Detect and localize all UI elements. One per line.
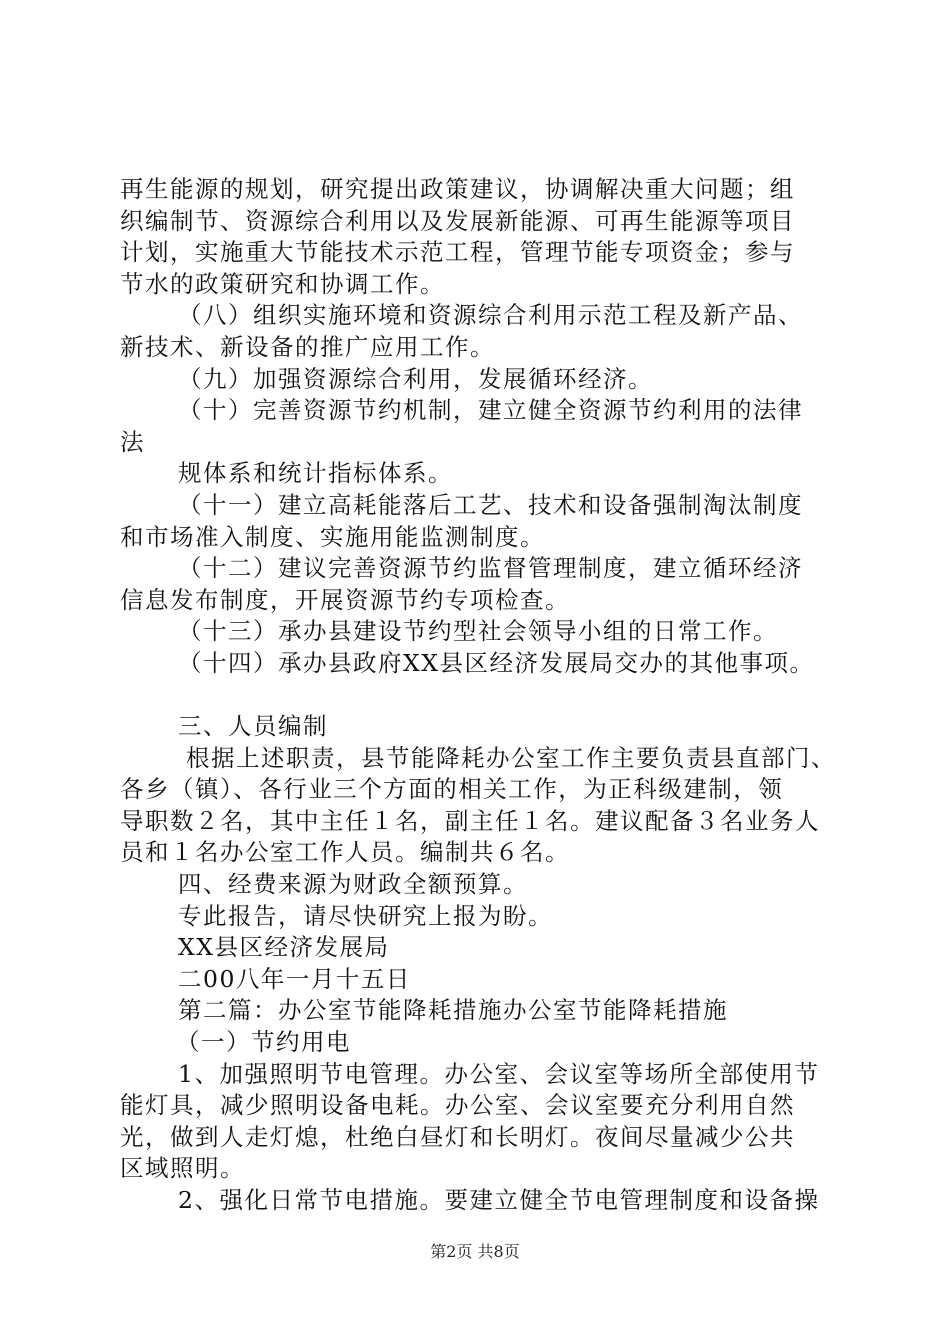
paragraph-line: 能灯具，减少照明设备电耗。办公室、会议室要充分利用自然 [120,1091,795,1120]
section-heading: 三、人员编制 [178,712,328,741]
paragraph-line: 规体系和统计指标体系。 [178,459,453,488]
section-heading: （一）节约用电 [176,1028,351,1057]
document-body [120,174,836,1217]
paragraph-line: 导职数２名，其中主任１名，副主任１名。建议配备３名业务人 [120,806,820,835]
paragraph-line: （十四）承办县政府XX县区经济发展局交办的其他事项。 [178,648,815,677]
signature-date: 二00八年一月十五日 [178,964,411,993]
paragraph-line: 法 [120,427,145,456]
page-number-footer: 第2页 共8页 [430,1242,520,1261]
paragraph-line: 再生能源的规划，研究提出政策建议，协调解决重大问题；组 [120,175,795,203]
blank-line [120,680,836,712]
paragraph-line: （十一）建立高耗能落后工艺、技术和设备强制淘汰制度 [178,490,803,519]
chapter-heading: 第二篇：办公室节能降耗措施办公室节能降耗措施 [178,996,728,1025]
paragraph-line: 1、加强照明节电管理。办公室、会议室等场所全部使用节 [178,1059,820,1088]
paragraph-line: 和市场准入制度、实施用能监测制度。 [120,522,545,551]
paragraph-line: 光，做到人走灯熄，杜绝白昼灯和长明灯。夜间尽量减少公共 [120,1122,795,1151]
paragraph-line: 节水的政策研究和协调工作。 [120,269,445,298]
paragraph-line: （十二）建议完善资源节约监督管理制度，建立循环经济 [178,554,803,583]
paragraph-line: （八）组织实施环境和资源综合利用示范工程及新产品、 [178,301,803,330]
paragraph-line: 2、强化日常节电措施。要建立健全节电管理制度和设备操 [178,1186,820,1214]
paragraph-line: 区域照明。 [120,1154,245,1183]
paragraph-line: 计划，实施重大节能技术示范工程，管理节能专项资金；参与 [120,238,795,267]
paragraph-line: 四、经费来源为财政全额预算。 [178,870,528,899]
paragraph-line: 各乡（镇）、各行业三个方面的相关工作，为正科级建制，领 [120,775,784,804]
paragraph-line: 信息发布制度，开展资源节约专项检查。 [120,585,570,614]
paragraph-line: 织编制节、资源综合利用以及发展新能源、可再生能源等项目 [120,206,795,235]
paragraph-line: （十）完善资源节约机制，建立健全资源节约利用的法律 [178,396,803,425]
paragraph-line: （十三）承办县建设节约型社会领导小组的日常工作。 [178,617,778,646]
paragraph-line: 专此报告，请尽快研究上报为盼。 [178,901,553,930]
paragraph-line: 员和１名办公室工作人员。编制共６名。 [120,838,570,867]
paragraph-line: 根据上述职责，县节能降耗办公室工作主要负责县直部门、 [186,743,836,772]
paragraph-line: （九）加强资源综合利用，发展循环经济。 [178,364,653,393]
signature-organization: XX县区经济发展局 [178,933,390,962]
paragraph-line: 新技术、新设备的推广应用工作。 [120,332,495,361]
